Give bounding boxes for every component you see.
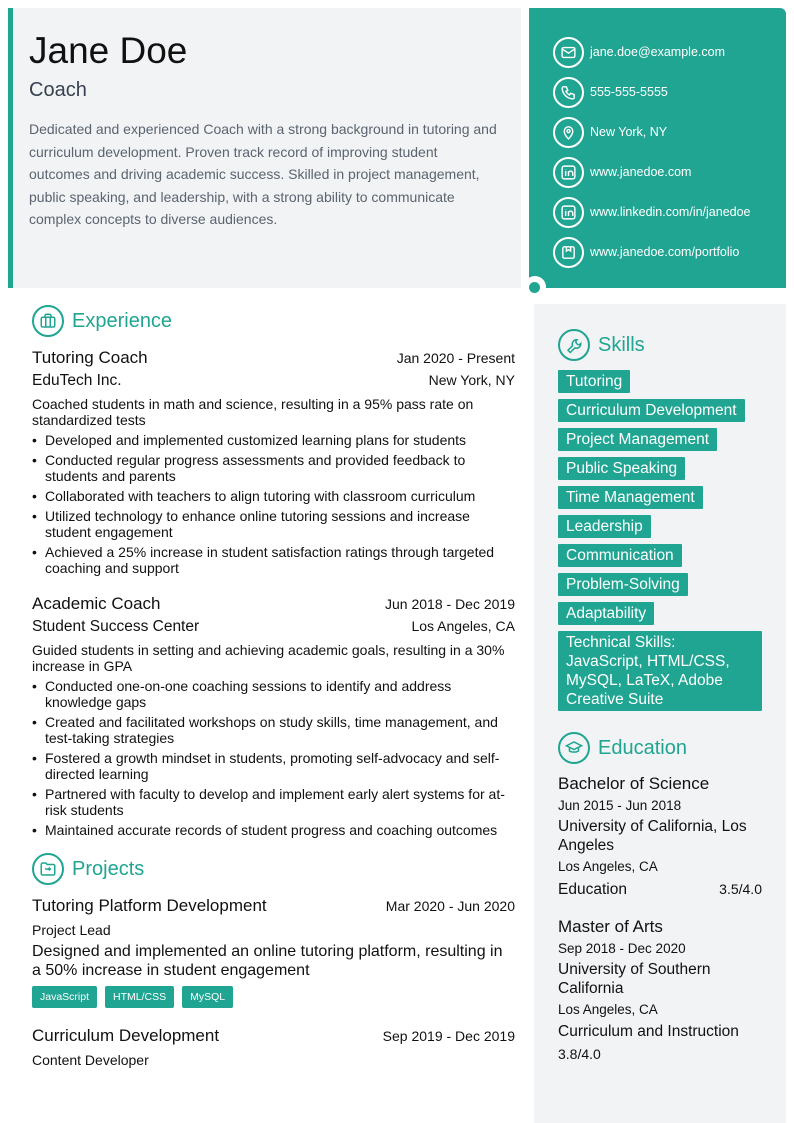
- job-bullet: • Collaborated with teachers to align tutoring with classroom curriculum: [32, 488, 515, 504]
- contact-location-text: New York, NY: [590, 125, 668, 139]
- project-title: Tutoring Platform Development: [32, 896, 267, 915]
- skill-badge: Problem-Solving: [558, 573, 688, 596]
- job-bullet: • Maintained accurate records of student progress and coaching outcomes: [32, 822, 515, 838]
- contact-email[interactable]: [553, 32, 786, 72]
- briefcase-icon: [32, 305, 64, 337]
- skill-badge: Leadership: [558, 515, 651, 538]
- edu-dates: Jun 2015 - Jun 2018: [558, 798, 682, 813]
- edu-dates: Sep 2018 - Dec 2020: [558, 941, 686, 956]
- education-entry: [558, 916, 762, 1064]
- edu-gpa: 3.5/4.0: [719, 881, 762, 897]
- job-bullet: • Created and facilitated workshops on study skills, time management, and test-taking strategies: [32, 714, 515, 746]
- skill-badge: Technical Skills: JavaScript, HTML/CSS, MySQL, LaTeX, Adobe Creative Suite: [558, 631, 762, 711]
- edu-degree: Master of Arts: [558, 917, 663, 936]
- sidebar: [534, 304, 786, 1123]
- header-panel: [8, 8, 521, 288]
- location-icon: [553, 117, 584, 148]
- skill-badge: Adaptability: [558, 602, 654, 625]
- wrench-icon: [558, 329, 590, 361]
- job-dates: Jan 2020 - Present: [396, 350, 515, 366]
- job-title: Academic Coach: [32, 594, 161, 613]
- project-tags: [32, 986, 515, 1008]
- job-dates: Jun 2018 - Dec 2019: [385, 596, 515, 612]
- contact-website-text: www.janedoe.com: [590, 165, 692, 179]
- portfolio-icon: [553, 237, 584, 268]
- projects-title: Projects: [72, 857, 145, 880]
- graduation-cap-icon: [558, 732, 590, 764]
- skill-badge: Public Speaking: [558, 457, 685, 480]
- project-tag: JavaScript: [32, 986, 97, 1008]
- skill-badge: Project Management: [558, 428, 717, 451]
- edu-location: Los Angeles, CA: [558, 859, 658, 874]
- projects-heading: [32, 852, 515, 886]
- project-tag: MySQL: [182, 986, 233, 1008]
- contact-linkedin[interactable]: [553, 192, 786, 232]
- skill-badge: Curriculum Development: [558, 399, 745, 422]
- contact-portfolio-text: www.janedoe.com/portfolio: [590, 245, 740, 259]
- project-description: Designed and implemented an online tutoring platform, resulting in a 50% increase in student engagement: [32, 943, 503, 979]
- edu-field: Education: [558, 881, 627, 898]
- edu-location: Los Angeles, CA: [558, 1002, 658, 1017]
- experience-title: Experience: [72, 309, 173, 332]
- job-bullet: • Utilized technology to enhance online tutoring sessions and increase student engagement: [32, 508, 515, 540]
- candidate-name: Jane Doe: [29, 30, 188, 71]
- project-role: Content Developer: [32, 1052, 149, 1068]
- job-description: Coached students in math and science, resulting in a 95% pass rate on standardized tests: [32, 396, 474, 428]
- job-bullet: • Partnered with faculty to develop and implement early alert systems for at-risk students: [32, 786, 515, 818]
- job-bullet: • Developed and implemented customized learning plans for students: [32, 432, 515, 448]
- education-title: Education: [598, 736, 687, 759]
- decorative-dot: [529, 282, 540, 293]
- skills-list: [558, 370, 762, 711]
- job-bullet: • Conducted regular progress assessments and provided feedback to students and parents: [32, 452, 515, 484]
- job-location: Los Angeles, CA: [411, 618, 515, 634]
- folder-code-icon: [32, 853, 64, 885]
- job-bullets: [32, 432, 515, 576]
- email-icon: [553, 37, 584, 68]
- job-bullets: [32, 678, 515, 838]
- edu-school: University of California, Los Angeles: [558, 818, 747, 854]
- job-company: Student Success Center: [32, 618, 200, 635]
- skills-heading: [558, 328, 762, 362]
- project-dates: Sep 2019 - Dec 2019: [382, 1028, 515, 1044]
- linkedin-icon: [553, 157, 584, 188]
- skill-badge: Time Management: [558, 486, 703, 509]
- education-entry: [558, 773, 762, 900]
- project-title: Curriculum Development: [32, 1026, 220, 1045]
- job-location: New York, NY: [428, 372, 515, 388]
- job-bullet: • Fostered a growth mindset in students, promoting self-advocacy and self-directed learning: [32, 750, 515, 782]
- contact-linkedin-text: www.linkedin.com/in/janedoe: [590, 205, 751, 219]
- edu-field: Curriculum and Instruction: [558, 1023, 739, 1040]
- contact-phone[interactable]: [553, 72, 786, 112]
- contact-location: [553, 112, 786, 152]
- skills-title: Skills: [598, 333, 645, 356]
- contact-panel: [529, 8, 786, 288]
- project-entry: [32, 894, 515, 1008]
- edu-degree: Bachelor of Science: [558, 774, 710, 793]
- project-role: Project Lead: [32, 922, 111, 938]
- job-title: Tutoring Coach: [32, 348, 148, 367]
- summary: Dedicated and experienced Coach with a strong background in tutoring and curriculum development. Proven track record of improving student outcomes and driving academic success. Skilled in project management, public speaking, and leadership, with a strong ability to communicate complex concepts to diverse audiences.: [29, 121, 497, 228]
- experience-heading: [32, 304, 515, 338]
- contact-phone-text: 555-555-5555: [590, 85, 668, 99]
- linkedin-icon: [553, 197, 584, 228]
- edu-school: University of Southern California: [558, 961, 711, 997]
- project-tag: HTML/CSS: [105, 986, 174, 1008]
- project-entry: [32, 1024, 515, 1070]
- skill-badge: Tutoring: [558, 370, 630, 393]
- edu-gpa: 3.8/4.0: [558, 1046, 601, 1062]
- job-bullet: • Conducted one-on-one coaching sessions to identify and address knowledge gaps: [32, 678, 515, 710]
- candidate-title: Coach: [29, 79, 87, 101]
- job-description: Guided students in setting and achieving academic goals, resulting in a 30% increase in GPA: [32, 642, 505, 674]
- contact-portfolio[interactable]: [553, 232, 786, 272]
- main-column: [32, 304, 515, 1070]
- contact-email-text: jane.doe@example.com: [590, 45, 725, 59]
- contact-website[interactable]: [553, 152, 786, 192]
- project-dates: Mar 2020 - Jun 2020: [385, 898, 515, 914]
- job-company: EduTech Inc.: [32, 372, 122, 389]
- job-entry: [32, 346, 515, 576]
- job-bullet: • Achieved a 25% increase in student satisfaction ratings through targeted coaching and support: [32, 544, 515, 576]
- skill-badge: Communication: [558, 544, 682, 567]
- education-heading: [558, 731, 762, 765]
- phone-icon: [553, 77, 584, 108]
- job-entry: [32, 592, 515, 838]
